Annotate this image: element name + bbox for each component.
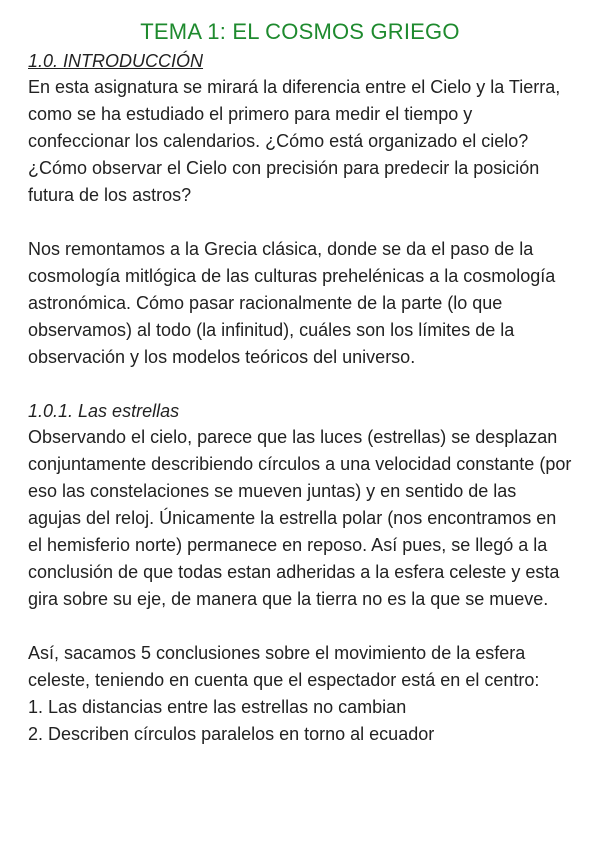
conclusions-list <box>28 694 572 748</box>
section-heading-estrellas: 1.0.1. Las estrellas <box>28 401 180 421</box>
paragraph-spacer <box>28 209 572 236</box>
list-item: 2. Describen círculos paralelos en torno al ecuador <box>28 724 435 744</box>
paragraph: En esta asignatura se mirará la diferencia entre el Cielo y la Tierra, como se ha estudiado el primero para medir el tiempo y confeccionar los calendarios. ¿Cómo está organizado el cielo? ¿Cómo observar el Cielo con precisión para predecir la posición futura de los astros? <box>28 77 561 205</box>
paragraph: Así, sacamos 5 conclusiones sobre el movimiento de la esfera celeste, teniendo en cuenta que el espectador está en el centro: <box>28 643 540 690</box>
paragraph-spacer <box>28 613 572 640</box>
paragraph-spacer <box>28 371 572 398</box>
list-item: 1. Las distancias entre las estrellas no cambian <box>28 697 407 717</box>
paragraph: Observando el cielo, parece que las luces (estrellas) se desplazan conjuntamente describiendo círculos a una velocidad constante (por eso las constelaciones se mueven juntas) y en sentido de las agujas del reloj. Únicamente la estrella polar (nos encontramos en el hemisferio norte) permanece en reposo. Así pues, se llegó a la conclusión de que todas estan adheridas a la esfera celeste y esta gira sobre su eje, de manera que la tierra no es la que se mueve. <box>28 427 572 609</box>
paragraph: Nos remontamos a la Grecia clásica, donde se da el paso de la cosmología mitlógica de las culturas prehelénicas a la cosmología astronómica. Cómo pasar racionalmente de la parte (lo que observamos) al todo (la infinitud), cuáles son los límites de la observación y los modelos teóricos del universo. <box>28 239 556 367</box>
section-heading-introduccion: 1.0. INTRODUCCIÓN <box>28 51 204 71</box>
page-title: TEMA 1: EL COSMOS GRIEGO <box>140 19 460 44</box>
